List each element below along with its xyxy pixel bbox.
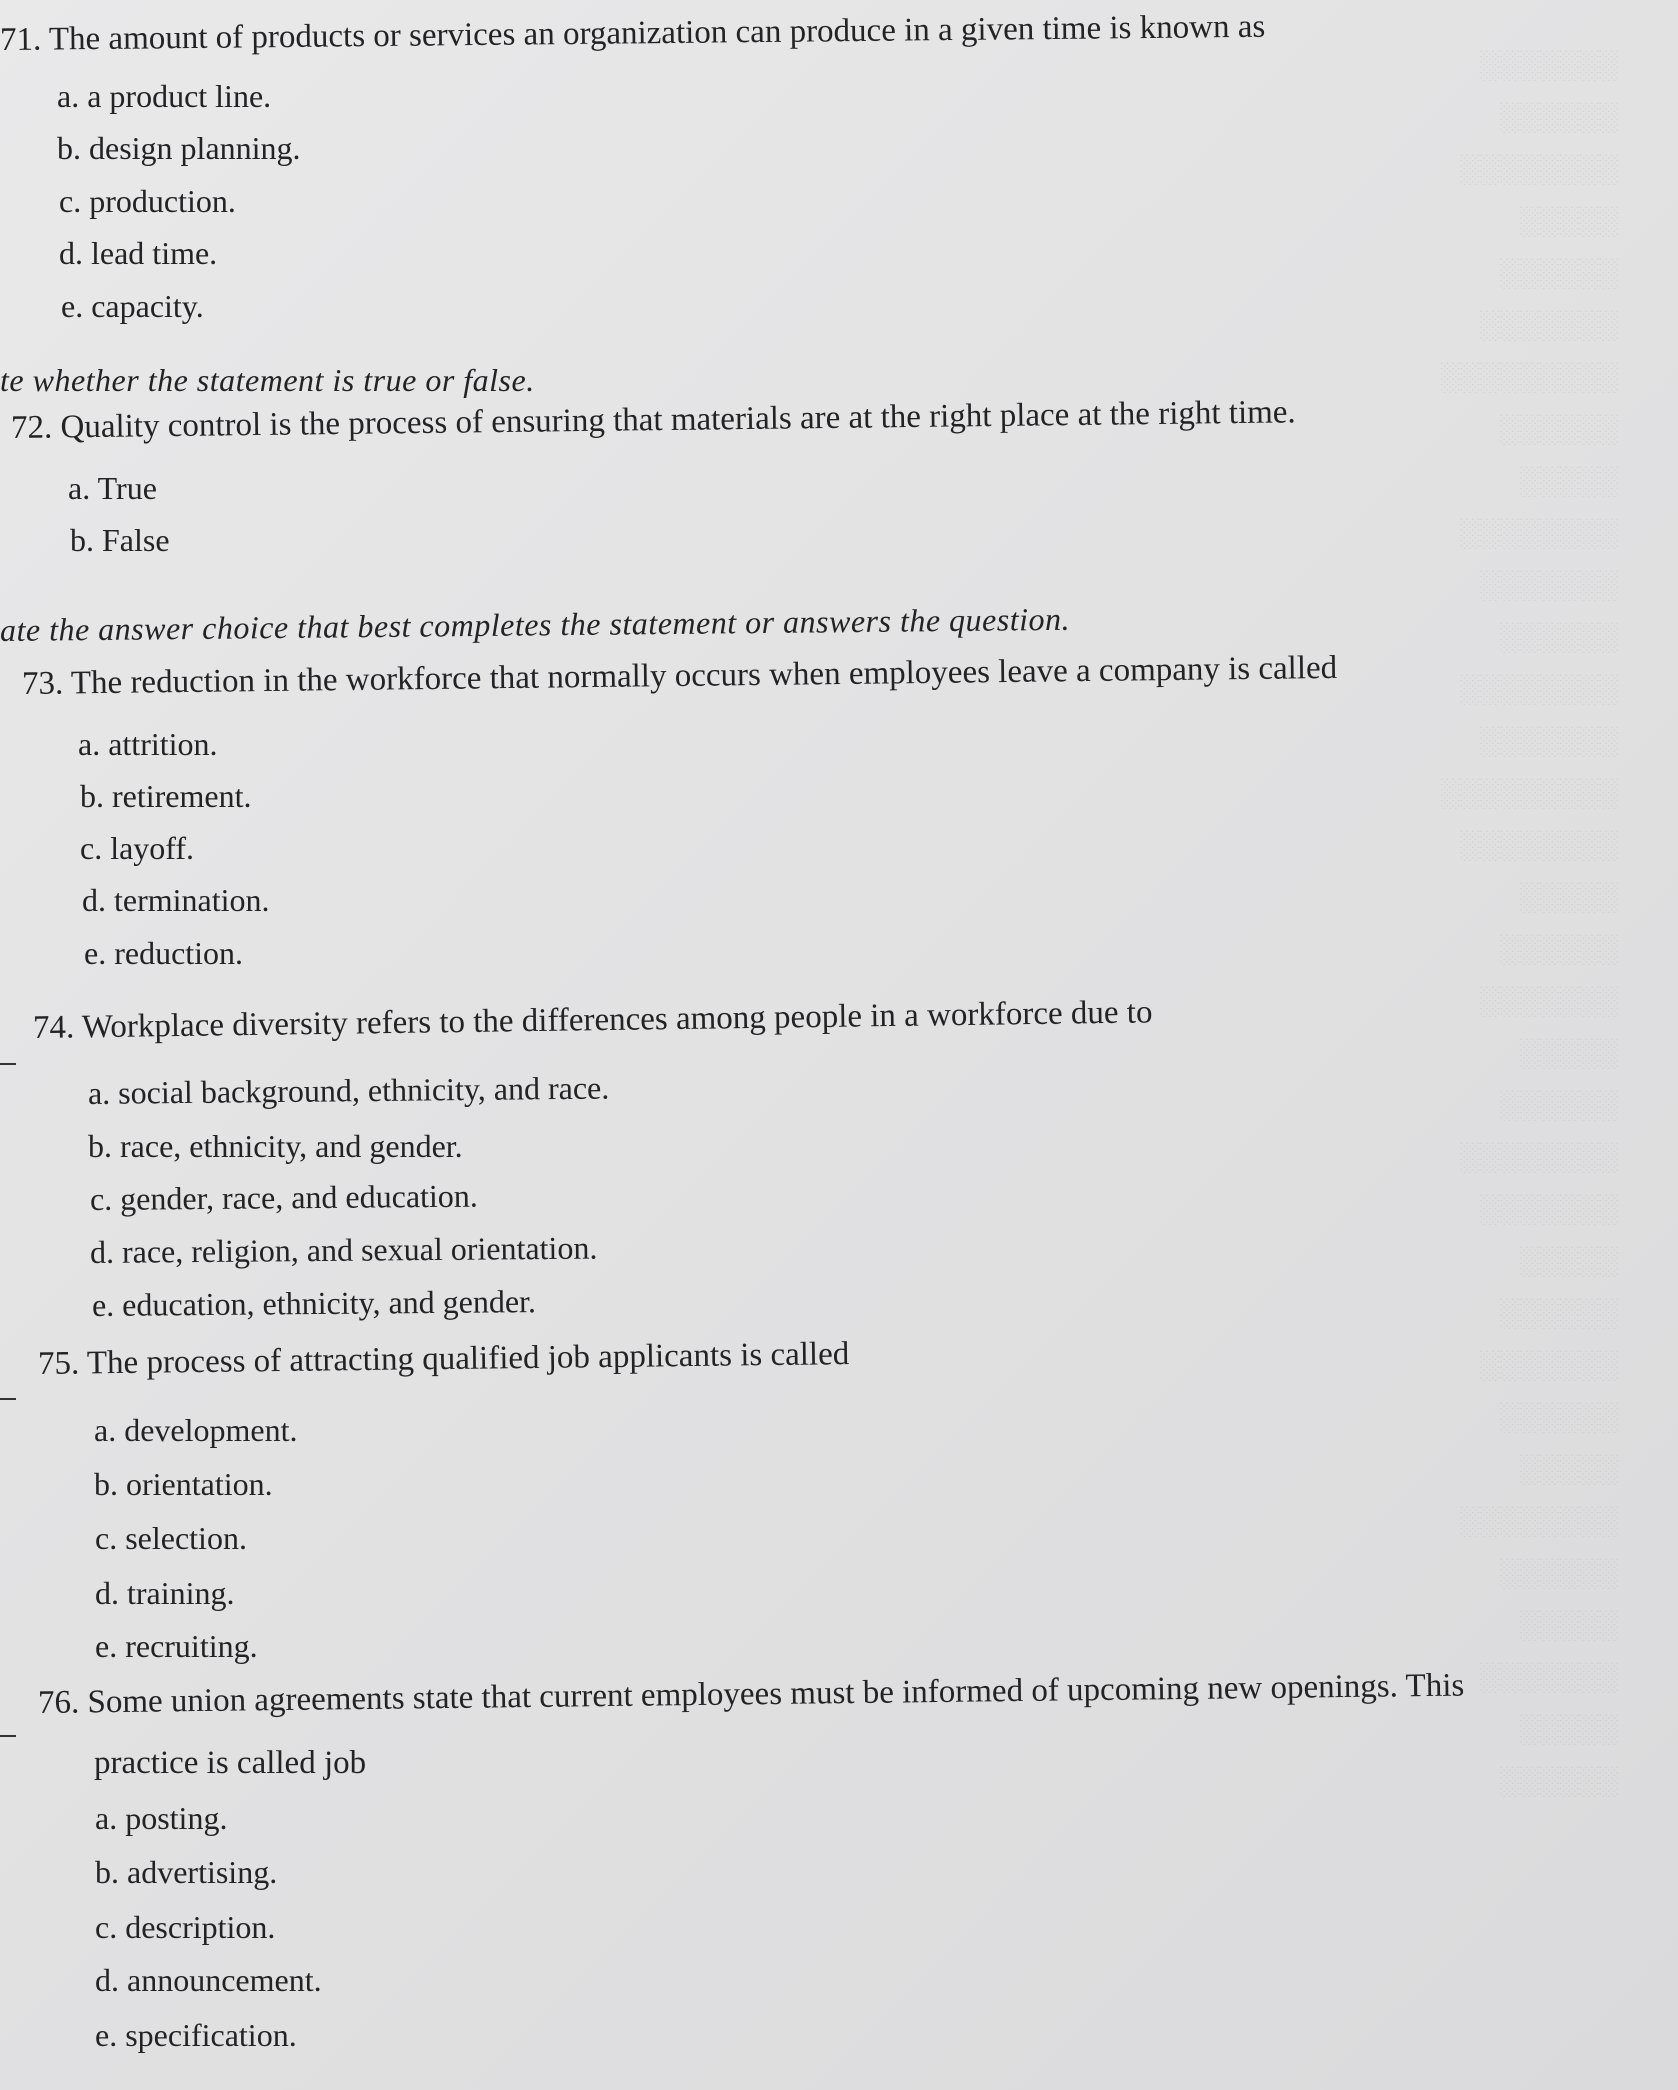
question-number: 75.: [37, 1345, 80, 1382]
option-76-d: d. announcement.: [95, 1962, 322, 1998]
option-75-a: a. development.: [94, 1412, 298, 1448]
question-text: Some union agreements state that current employees must be informed of upcoming new openings. This: [87, 1667, 1465, 1721]
question-text: Quality control is the process of ensuring that materials are at the right place at the right time.: [60, 394, 1296, 446]
answer-blank-76: [0, 1735, 16, 1737]
option-73-c: c. layoff.: [80, 830, 195, 866]
option-74-c: c. gender, race, and education.: [89, 1177, 478, 1217]
option-75-c: c. selection.: [95, 1520, 247, 1556]
option-75-b: b. orientation.: [94, 1466, 273, 1502]
question-text: Workplace diversity refers to the differences among people in a workforce due to: [81, 994, 1153, 1046]
option-71-a: a. a product line.: [57, 78, 272, 114]
answer-blank-74: [0, 1063, 16, 1065]
option-71-d: d. lead time.: [59, 235, 218, 271]
question-number: 73.: [21, 665, 64, 702]
option-73-b: b. retirement.: [80, 778, 252, 814]
option-75-d: d. training.: [95, 1575, 235, 1611]
option-76-a: a. posting.: [95, 1800, 228, 1836]
question-number: 72.: [10, 409, 53, 446]
option-74-e: e. education, ethnicity, and gender.: [91, 1283, 537, 1323]
option-73-d: d. termination.: [82, 882, 270, 918]
option-74-a: a. social background, ethnicity, and race.: [87, 1069, 610, 1111]
option-71-e: e. capacity.: [61, 288, 204, 324]
question-number: 71.: [0, 21, 42, 58]
option-76-e: e. specification.: [95, 2017, 297, 2053]
option-74-d: d. race, religion, and sexual orientation.: [89, 1229, 598, 1270]
option-71-c: c. production.: [59, 183, 236, 219]
option-76-c: c. description.: [95, 1909, 276, 1945]
question-text: The reduction in the workforce that normally occurs when employees leave a company is called: [70, 649, 1338, 702]
question-75-stem: [38, 1336, 850, 1383]
question-72-stem: [11, 394, 1296, 447]
question-text: The process of attracting qualified job applicants is called: [86, 1336, 850, 1382]
true-false-instruction: te whether the statement is true or false.: [0, 362, 535, 398]
question-76-stem: [38, 1668, 1465, 1722]
question-text: The amount of products or services an organization can produce in a given time is known as: [48, 8, 1266, 58]
option-75-e: e. recruiting.: [95, 1628, 258, 1664]
question-number: 74.: [32, 1009, 75, 1046]
option-73-e: e. reduction.: [84, 935, 244, 971]
question-number: 76.: [37, 1684, 80, 1721]
question-76-stem-continued: practice is called job: [94, 1745, 367, 1781]
answer-blank-75: [0, 1398, 16, 1400]
option-76-b: b. advertising.: [95, 1854, 278, 1890]
question-74-stem: [33, 994, 1153, 1047]
option-74-b: b. race, ethnicity, and gender.: [88, 1128, 463, 1164]
option-72-a: a. True: [68, 470, 157, 506]
bleed-through-texture: ░░░░░░░ ░░░░░░ ░░░░░░░░ ░░░░░ ░░░░░░ ░░░░░░░ ░░░░░░░░░ ░░░░░░ ░░░░░ ░░░░░░░░ ░░░░░░░ ░░░░░░ ░░░░░░░░ ░░░░░░░ ░░░░░░░░░ ░░░░░░░░ ░░░░░ ░░░░░░ ░░░░░░░ ░░░░░ ░░░░░░ ░░░░░░░░ ░░░░░░░ ░░░░░ ░░░░░░ ░░░░░░░ ░░░░░░ ░░░░░ ░░░░░░░░ ░░░░░░ ░░░░░ ░░░░░░░ ░░░░░ ░░░░░░: [1439, 50, 1618, 1797]
option-71-b: b. design planning.: [57, 130, 301, 166]
multiple-choice-instruction: ate the answer choice that best completes the statement or answers the question.: [0, 600, 1071, 648]
option-73-a: a. attrition.: [78, 726, 218, 762]
option-72-b: b. False: [70, 522, 170, 558]
question-73-stem: [22, 650, 1338, 703]
question-71-stem: [0, 9, 1265, 59]
